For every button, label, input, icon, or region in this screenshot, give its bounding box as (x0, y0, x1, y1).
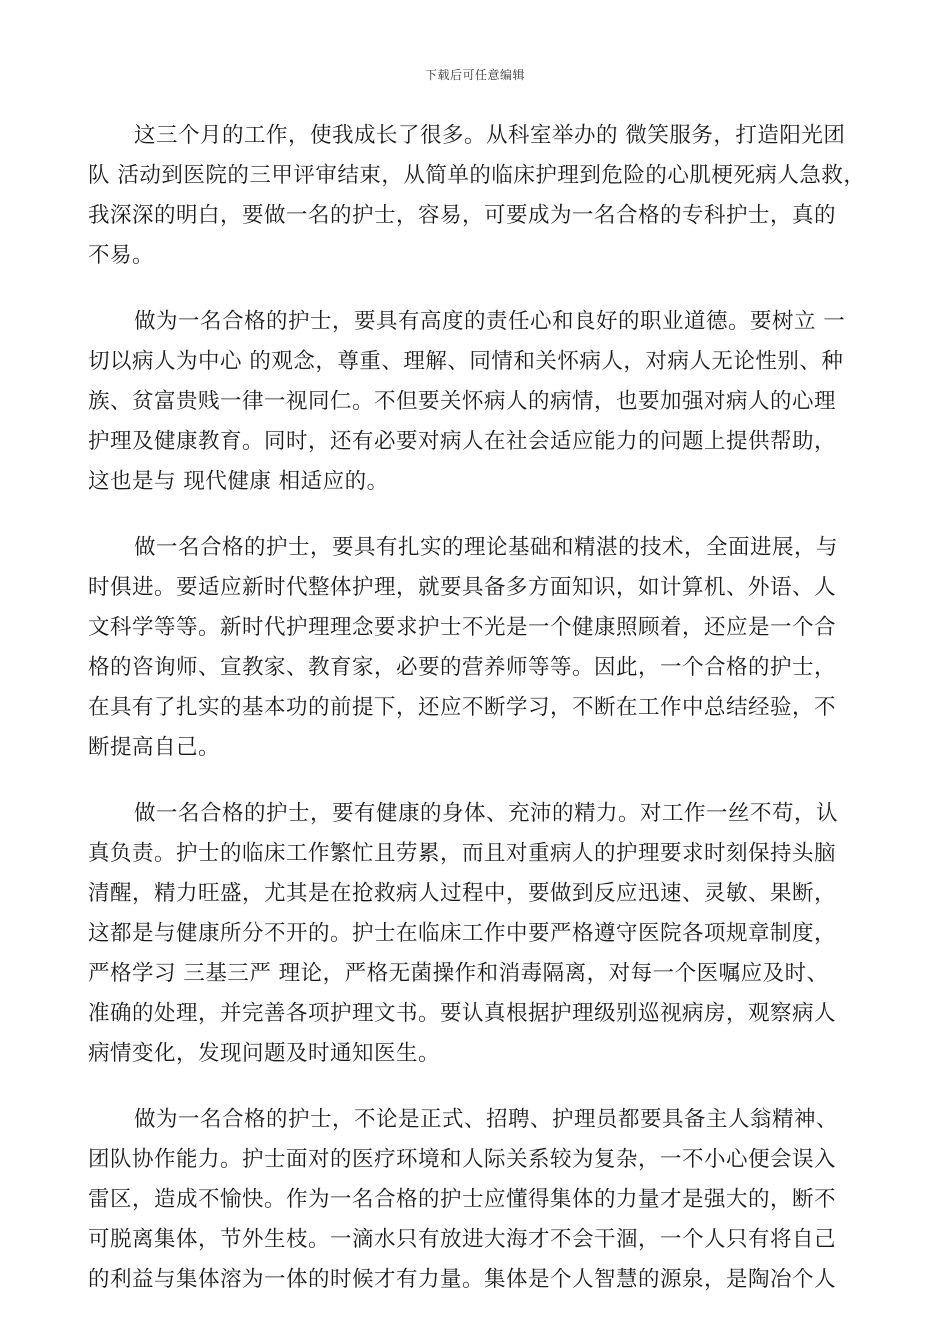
text-line: 清醒，精力旺盛，尤其是在抢救病人过程中，要做到反应迅速、灵敏、果断， (88, 881, 837, 906)
text-line: 的利益与集体溶为一体的时候才有力量。集体是个人智慧的源泉，是陶冶个人 (88, 1267, 837, 1292)
text-line: 族、贫富贵贱一律一视同仁。不但要关怀病人的病情，也要加强对病人的心理 (88, 389, 837, 414)
text-line: 护理及健康教育。同时，还有必要对病人在社会适应能力的问题上提供帮助， (88, 429, 837, 454)
document-body (88, 116, 866, 1326)
text-line: 这三个月的工作，使我成长了很多。从科室举办的 微笑服务，打造阳光团 (134, 123, 846, 148)
text-line: 格的咨询师、宣教家、教育家，必要的营养师等等。因此，一个合格的护士， (88, 655, 837, 680)
text-line: 做为一名合格的护士，要具有高度的责任心和良好的职业道德。要树立 一 (134, 309, 846, 334)
paragraph-3 (88, 528, 858, 768)
text-line: 严格学习 三基三严 理论，严格无菌操作和消毒隔离，对每一个医嘱应及时、 (88, 961, 829, 986)
paragraph-4 (88, 794, 858, 1074)
text-line: 这都是与健康所分不开的。护士在临床工作中要严格遵守医院各项规章制度， (88, 921, 837, 946)
text-line: 队 活动到医院的三甲评审结束，从简单的临床护理到危险的心肌梗死病人急救， (88, 163, 866, 188)
paragraph-2 (88, 302, 858, 502)
text-line: 团队协作能力。护士面对的医疗环境和人际关系较为复杂，一不小心便会误入 (88, 1147, 837, 1172)
text-line: 做一名合格的护士，要有健康的身体、充沛的精力。对工作一丝不苟，认 (134, 801, 839, 826)
text-line: 不易。 (88, 243, 155, 268)
text-line: 切以病人为中心 的观念，尊重、理解、同情和关怀病人，对病人无论性别、种 (88, 349, 844, 374)
text-line: 时俱进。要适应新时代整体护理，就要具备多方面知识，如计算机、外语、人 (88, 575, 837, 600)
text-line: 断提高自己。 (88, 735, 221, 760)
paragraph-5 (88, 1100, 858, 1300)
text-line: 做一名合格的护士，要具有扎实的理论基础和精湛的技术，全面进展，与 (134, 535, 839, 560)
text-line: 这也是与 现代健康 相适应的。 (88, 469, 389, 494)
text-line: 真负责。护士的临床工作繁忙且劳累，而且对重病人的护理要求时刻保持头脑 (88, 841, 837, 866)
text-line: 可脱离集体，节外生枝。一滴水只有放进大海才不会干涸，一个人只有将自己 (88, 1227, 837, 1252)
paragraph-1 (88, 116, 866, 276)
text-line: 我深深的明白，要做一名的护士，容易，可要成为一名合格的专科护士，真的 (88, 203, 837, 228)
text-line: 做为一名合格的护士，不论是正式、招聘、护理员都要具备主人翁精神、 (134, 1107, 839, 1132)
text-line: 雷区，造成不愉快。作为一名合格的护士应懂得集体的力量才是强大的，断不 (88, 1187, 837, 1212)
text-line: 准确的处理，并完善各项护理文书。要认真根据护理级别巡视病房，观察病人 (88, 1001, 837, 1026)
text-line: 文科学等等。新时代护理理念要求护士不光是一个健康照顾着，还应是一个合 (88, 615, 837, 640)
page-header: 下载后可任意编辑 (424, 68, 525, 82)
text-line: 在具有了扎实的基本功的前提下，还应不断学习，不断在工作中总结经验，不 (88, 695, 837, 720)
text-line: 病情变化，发现问题及时通知医生。 (88, 1041, 441, 1066)
